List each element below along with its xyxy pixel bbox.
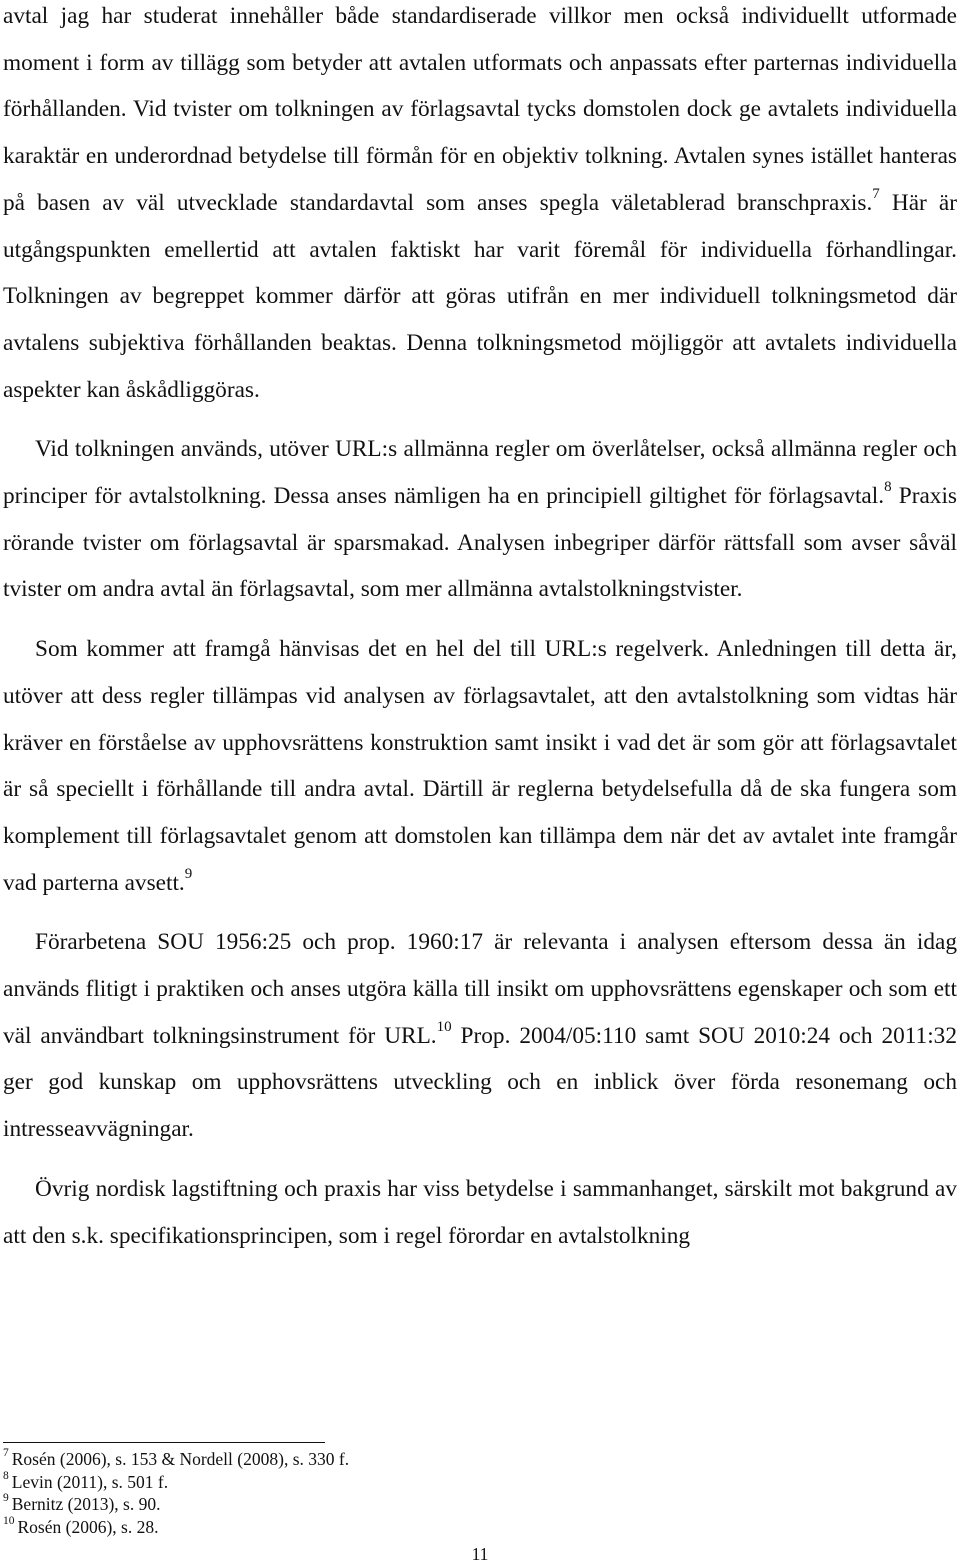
- footnote: [3, 1471, 703, 1494]
- footnote: [3, 1493, 703, 1516]
- paragraph: [3, 626, 957, 906]
- text-run: Vid tolkningen används, utöver URL:s allmänna regler om överlåtelser, också allmänna regler och principer för avtalstolkning. Dessa anses nämligen ha en principiell giltighet för förlagsavtal.: [3, 436, 957, 510]
- text-run: Prop. 2004/05:110 samt SOU 2010:24 och 2011:32 ger god kunskap om upphovsrättens utveckling och en inblick över förda resonemang och intresseavvägningar.: [3, 1022, 957, 1143]
- paragraph: [3, 1166, 957, 1259]
- paragraph: [3, 426, 957, 613]
- footnote-ref[interactable]: 8: [884, 479, 892, 496]
- footnote-number: 8: [3, 1469, 9, 1482]
- text-run: Som kommer att framgå hänvisas det en hel del till URL:s regelverk. Anledningen till detta är, utöver att dess regler tillämpas vid analysen av förlagsavtalet, att den avtalstolkning som vidtas här kräver en förståelse av upphovsrättens konstruktion samt insikt i vad det är som gör att förlagsavtalet är så speciellt i förhållande till andra avtal. Därtill är reglerna betydelsefulla då de ska fungera som komplement till förlagsavtalet genom att domstolen kan tillämpa dem när det av avtalet inte framgår vad parterna avsett.: [3, 636, 957, 896]
- footnote-text: Levin (2011), s. 501 f.: [11, 1471, 169, 1492]
- footnote-number: 10: [3, 1514, 15, 1527]
- footnote-ref[interactable]: 10: [436, 1019, 452, 1035]
- footnotes: [3, 1448, 703, 1538]
- footnote-separator: [3, 1442, 325, 1443]
- text-run: Förarbetena SOU 1956:25 och prop. 1960:17 är relevanta i analysen eftersom dessa än idag används flitigt i praktiken och anses utgöra källa till insikt om upphovsrättens egenskaper och som ett väl användbart tolkningsinstrument för URL.: [3, 929, 957, 1049]
- body-text: [3, 0, 957, 1259]
- footnote-number: 7: [3, 1447, 9, 1460]
- text-run: Praxis rörande tvister om förlagsavtal är sparsmakad. Analysen inbegriper därför rättsfall som avser såväl tvister om andra avtal än förlagsavtal, som mer allmänna avtalstolkningstvister.: [3, 483, 957, 603]
- paragraph: [3, 0, 957, 413]
- footnote-text: Bernitz (2013), s. 90.: [11, 1494, 161, 1514]
- paragraph: [3, 919, 957, 1153]
- text-run: Här är utgångspunkten emellertid att avtalen faktiskt har varit föremål för individuella förhandlingar. Tolkningen av begreppet kommer därför att göras utifrån en mer individuell tolkningsmetod där avtalens subjektiva förhållanden beaktas. Denna tolkningsmetod möjliggör att avtalets individuella aspekter kan åskådliggöras.: [3, 189, 957, 403]
- footnote: [3, 1516, 703, 1539]
- footnote-text: Rosén (2006), s. 28.: [17, 1516, 159, 1537]
- footnote-number: 9: [3, 1492, 9, 1505]
- text-run: Övrig nordisk lagstiftning och praxis har viss betydelse i sammanhanget, särskilt mot bakgrund av att den s.k. specifikationsprincipen, som i regel förordar en avtalstolkning: [3, 1175, 957, 1249]
- footnote: [3, 1448, 703, 1471]
- page-number: 11: [471, 1544, 489, 1564]
- footnote-ref[interactable]: 7: [872, 186, 880, 203]
- text-run: avtal jag har studerat innehåller både standardiserade villkor men också individuellt utformade moment i form av tillägg som betyder att avtalen utformats och anpassats efter parternas individuella förhållanden. Vid tvister om tolkningen av förlagsavtal tycks domstolen dock ge avtalets individuella karaktär en underordnad betydelse till förmån för en objektiv tolkning. Avtalen synes istället hanteras på basen av väl utvecklade standardavtal som anses spegla väletablerad branschpraxis.: [3, 3, 957, 216]
- footnote-ref[interactable]: 9: [184, 865, 193, 882]
- footnote-text: Rosén (2006), s. 153 & Nordell (2008), s. 330 f.: [11, 1449, 350, 1469]
